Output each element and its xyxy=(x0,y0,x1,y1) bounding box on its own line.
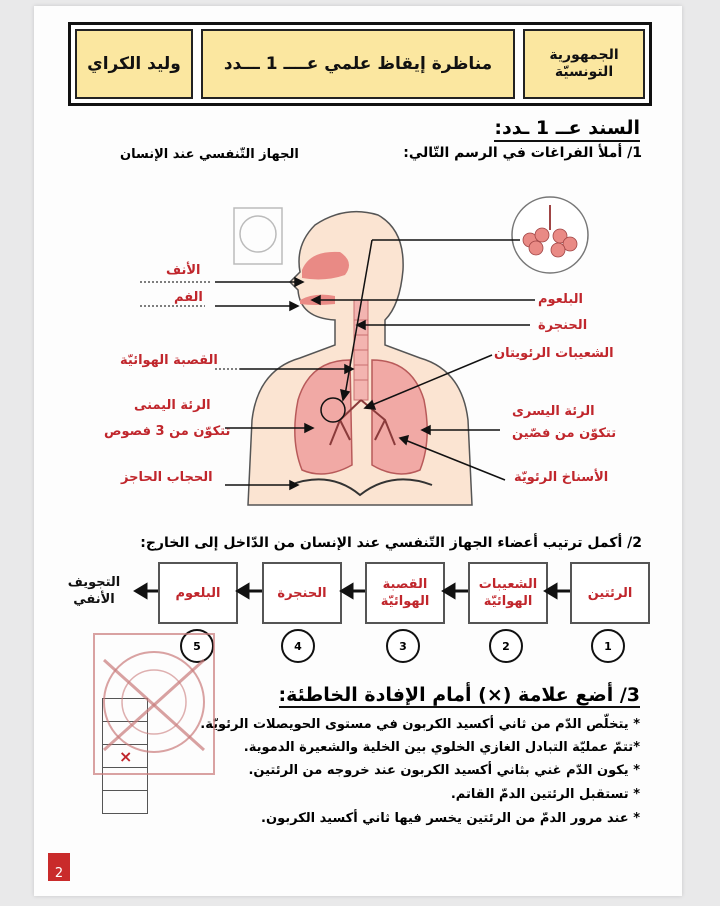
chain-box-pharynx: البلعوم xyxy=(158,562,238,624)
label-pharynx: البلعوم xyxy=(538,292,583,307)
label-larynx: الحنجرة xyxy=(538,318,588,333)
label-trachea: القصبة الهوائيّة xyxy=(120,353,218,368)
statement-3: * يكون الدّم غني بثاني أكسيد الكربون عند خروجه من الرئتين. xyxy=(248,763,640,778)
header-title: مناظرة إيقاظ علمي عــــ 1 ـــدد xyxy=(201,29,515,99)
header-author: وليد الكراي xyxy=(75,29,193,99)
diagram-title: الجهاز التّنفسي عند الإنسان xyxy=(120,147,299,162)
section-title: السند عــ 1 ـدد: xyxy=(494,117,640,142)
chain-box-trachea: القصبة الهوائيّة xyxy=(365,562,445,624)
order-number-3: 3 xyxy=(386,629,420,663)
page-number: 2 xyxy=(48,853,70,881)
author-stamp xyxy=(90,630,218,780)
label-right-lung-lobes: تتكوّن من 3 فصوص xyxy=(104,424,231,439)
statement-5: * عند مرور الدمّ من الرئتين يخسر فيها ثاني أكسيد الكربون. xyxy=(261,811,640,826)
label-nose: الأنف xyxy=(166,263,201,278)
label-left-lung: الرئة اليسرى xyxy=(512,404,595,419)
order-number-5: 5 xyxy=(180,629,214,663)
q2-prompt: 2/ أكمل ترتيب أعضاء الجهاز التّنفسي عند الإنسان من الدّاخل إلى الخارج: xyxy=(140,535,642,551)
chain-box-larynx: الحنجرة xyxy=(262,562,342,624)
q3-prompt: 3/ أضع علامة (×) أمام الإفادة الخاطئة: xyxy=(278,684,640,706)
chain-box-lungs: الرئتين xyxy=(570,562,650,624)
header-country: الجمهورية التونسيّة xyxy=(523,29,645,99)
label-diaphragm: الحجاب الحاجز xyxy=(121,470,213,485)
q1-prompt: 1/ أملأ الفراغات في الرسم التّالي: xyxy=(403,145,642,161)
label-mouth: الفم xyxy=(174,290,203,305)
label-bronchi: الشعيبات الرئويتان xyxy=(494,346,614,361)
order-number-1: 1 xyxy=(591,629,625,663)
label-left-lung-lobes: تتكوّن من فصّين xyxy=(512,426,617,441)
cross-mark: × xyxy=(119,747,133,766)
chain-box-nasal-cavity: التجويف الأنفي xyxy=(67,575,121,607)
order-number-2: 2 xyxy=(489,629,523,663)
answer-box[interactable] xyxy=(102,791,148,814)
statement-4: * تستقبل الرئتين الدمّ القاتم. xyxy=(450,787,640,802)
statement-1: * يتخلّص الدّم من ثاني أكسيد الكربون في مستوى الحويصلات الرئويّة. xyxy=(200,717,640,732)
chain-box-bronchioles: الشعيبات الهوائيّة xyxy=(468,562,548,624)
order-number-4: 4 xyxy=(281,629,315,663)
label-right-lung: الرئة اليمنى xyxy=(134,398,211,413)
label-ribs: الأسناخ الرئويّة xyxy=(514,470,609,485)
statement-2: *تتمّ عمليّة التبادل الغازي الخلوي بين الخلية والشعيرة الدموية. xyxy=(243,740,640,755)
